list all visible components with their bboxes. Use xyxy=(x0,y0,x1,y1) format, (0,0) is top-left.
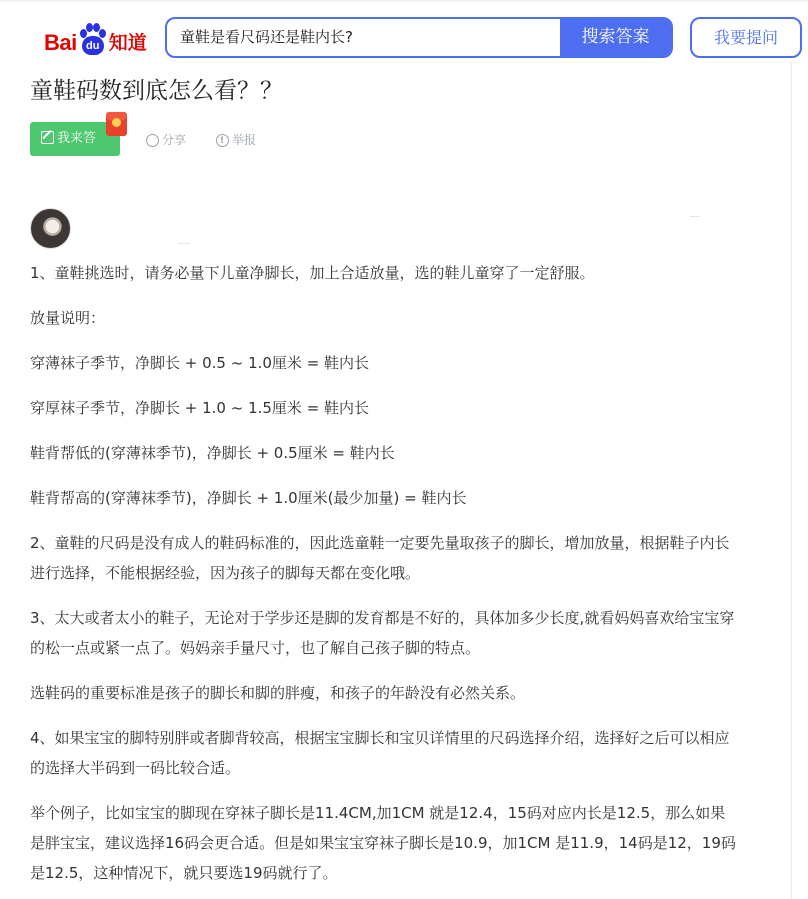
answer-paragraph: 放量说明： xyxy=(30,309,106,327)
top-divider xyxy=(0,0,808,2)
search-box xyxy=(165,17,673,58)
edit-icon xyxy=(41,131,54,144)
share-link[interactable] xyxy=(146,131,186,149)
answer-paragraph: 鞋背帮高的(穿薄袜季节)，净脚长 + 1.0厘米(最少加量) = 鞋内长 xyxy=(30,489,467,507)
share-label: 分享 xyxy=(162,133,187,147)
search-input[interactable]: 童鞋是看尺码还是鞋内长? xyxy=(180,28,353,46)
red-envelope-icon xyxy=(106,112,127,136)
share-icon xyxy=(146,134,159,147)
paw-icon xyxy=(78,22,108,56)
answer-paragraph: 2、童鞋的尺码是没有成人的鞋码标准的，因此选童鞋一定要先量取孩子的脚长，增加放量，根据鞋子内长进行选择，不能根据经验，因为孩子的脚每天都在变化哦。 xyxy=(30,534,730,582)
ask-question-button[interactable]: 我要提问 xyxy=(690,17,802,58)
answer-paragraph: 选鞋码的重要标准是孩子的脚长和脚的胖瘦，和孩子的年龄没有必然关系。 xyxy=(30,684,526,702)
answer-paragraph: 举个例子，比如宝宝的脚现在穿袜子脚长是11.4CM,加1CM 就是12.4，15码对应内长是12.5，那么如果是胖宝宝，建议选择16码会更合适。但是如果宝宝穿袜子脚长是10.9，加1CM 是11.9，14码是12，19码是12.5，这种情况下，就只要选19码就行了。 xyxy=(30,804,736,882)
answer-content xyxy=(30,258,736,899)
answer-paragraph: 4、如果宝宝的脚特别胖或者脚背较高，根据宝宝脚长和宝贝详情里的尺码选择介绍，选择好之后可以相应的选择大半码到一码比较合适。 xyxy=(30,729,730,777)
report-label: 举报 xyxy=(232,133,257,147)
divider xyxy=(178,243,190,244)
baidu-zhidao-logo[interactable] xyxy=(44,20,147,56)
question-title: 童鞋码数到底怎么看？？ xyxy=(30,78,283,104)
report-link[interactable] xyxy=(216,131,256,149)
answer-paragraph: 3、太大或者太小的鞋子，无论对于学步还是脚的发育都是不好的，具体加多少长度,就看妈妈喜欢给宝宝穿的松一点或紧一点了。妈妈亲手量尺寸，也了解自己孩子脚的特点。 xyxy=(30,609,735,657)
search-button[interactable]: 搜索答案 xyxy=(560,19,671,56)
divider xyxy=(690,216,700,217)
logo-bai-text: Bai xyxy=(44,30,77,55)
logo-zhidao-text: 知道 xyxy=(108,32,147,54)
scrollbar[interactable] xyxy=(791,62,808,899)
answer-paragraph: 1、童鞋挑选时，请务必量下儿童净脚长，加上合适放量，选的鞋儿童穿了一定舒服。 xyxy=(30,264,595,282)
logo-du-text: du xyxy=(82,36,104,55)
answer-paragraph: 穿薄袜子季节，净脚长 + 0.5 ~ 1.0厘米 = 鞋内长 xyxy=(30,354,370,372)
answer-paragraph: 穿厚袜子季节，净脚长 + 1.0 ~ 1.5厘米 = 鞋内长 xyxy=(30,399,370,417)
answer-paragraph: 鞋背帮低的(穿薄袜季节)，净脚长 + 0.5厘米 = 鞋内长 xyxy=(30,444,395,462)
avatar[interactable] xyxy=(30,208,71,249)
report-icon xyxy=(216,134,229,147)
answer-button-label: 我来答 xyxy=(57,131,97,146)
